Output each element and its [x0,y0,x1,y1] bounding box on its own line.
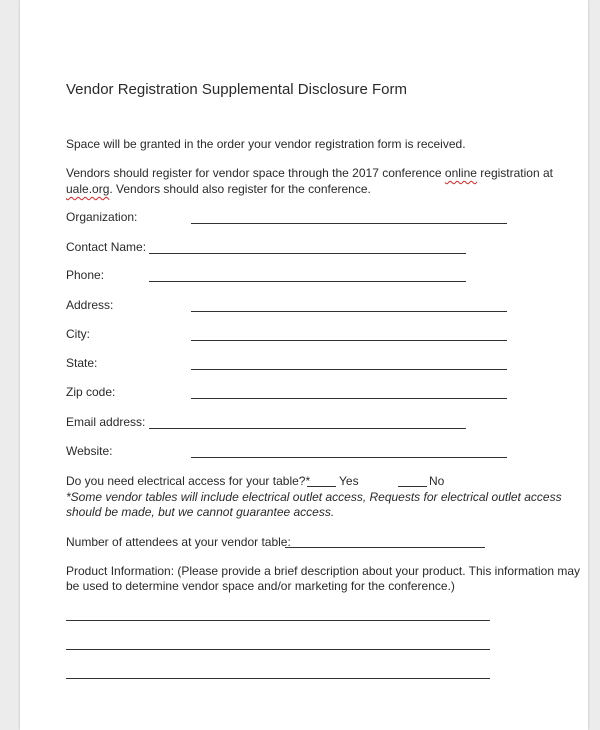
website-line[interactable] [191,457,507,458]
website-link-text: uale.org [66,182,110,196]
product-info-line-1: Product Information: (Please provide a brief description about your product. This information may [66,564,581,578]
contact-name-label: Contact Name: [66,240,147,254]
electrical-note-line-1: *Some vendor tables will include electrical outlet access, Requests for electrical outlet access [66,490,562,504]
no-answer-line[interactable] [398,486,427,487]
zip-code-line[interactable] [191,398,507,399]
register-line-1-prefix: Vendors should register for vendor space through the 2017 conference [66,166,445,180]
attendees-label: Number of attendees at your vendor table: [66,535,291,549]
form-page [20,0,588,730]
attendees-line[interactable] [285,547,485,548]
address-line[interactable] [191,311,507,312]
website-label: Website: [66,444,113,458]
organization-line[interactable] [191,223,507,224]
email-address-line[interactable] [149,428,466,429]
contact-name-line[interactable] [149,253,466,254]
zip-code-label: Zip code: [66,385,116,399]
phone-label: Phone: [66,268,105,282]
no-label: No [429,474,445,488]
product-info-answer-line[interactable] [66,678,490,679]
register-line-2-suffix: . Vendors should also register for the conference. [109,182,371,196]
product-info-answer-line[interactable] [66,620,490,621]
register-line-2 [66,182,371,196]
online-link-text: online [444,166,477,180]
intro-text: Space will be granted in the order your vendor registration form is received. [66,137,466,151]
state-line[interactable] [191,369,507,370]
yes-answer-line[interactable] [307,486,336,487]
email-address-label: Email address: [66,415,146,429]
register-line-1-suffix: registration at [476,166,553,180]
phone-line[interactable] [149,281,466,282]
organization-label: Organization: [66,210,138,224]
product-info-answer-line[interactable] [66,649,490,650]
electrical-question: Do you need electrical access for your table?* [66,474,311,488]
address-label: Address: [66,298,114,312]
city-line[interactable] [191,340,507,341]
product-info-line-2: be used to determine vendor space and/or marketing for the conference.) [66,579,455,593]
electrical-note-line-2: should be made, but we cannot guarantee access. [66,505,335,519]
state-label: State: [66,356,98,370]
form-title: Vendor Registration Supplemental Disclosure Form [66,81,407,98]
yes-label: Yes [339,474,359,488]
register-line-1 [66,166,553,180]
city-label: City: [66,327,90,341]
